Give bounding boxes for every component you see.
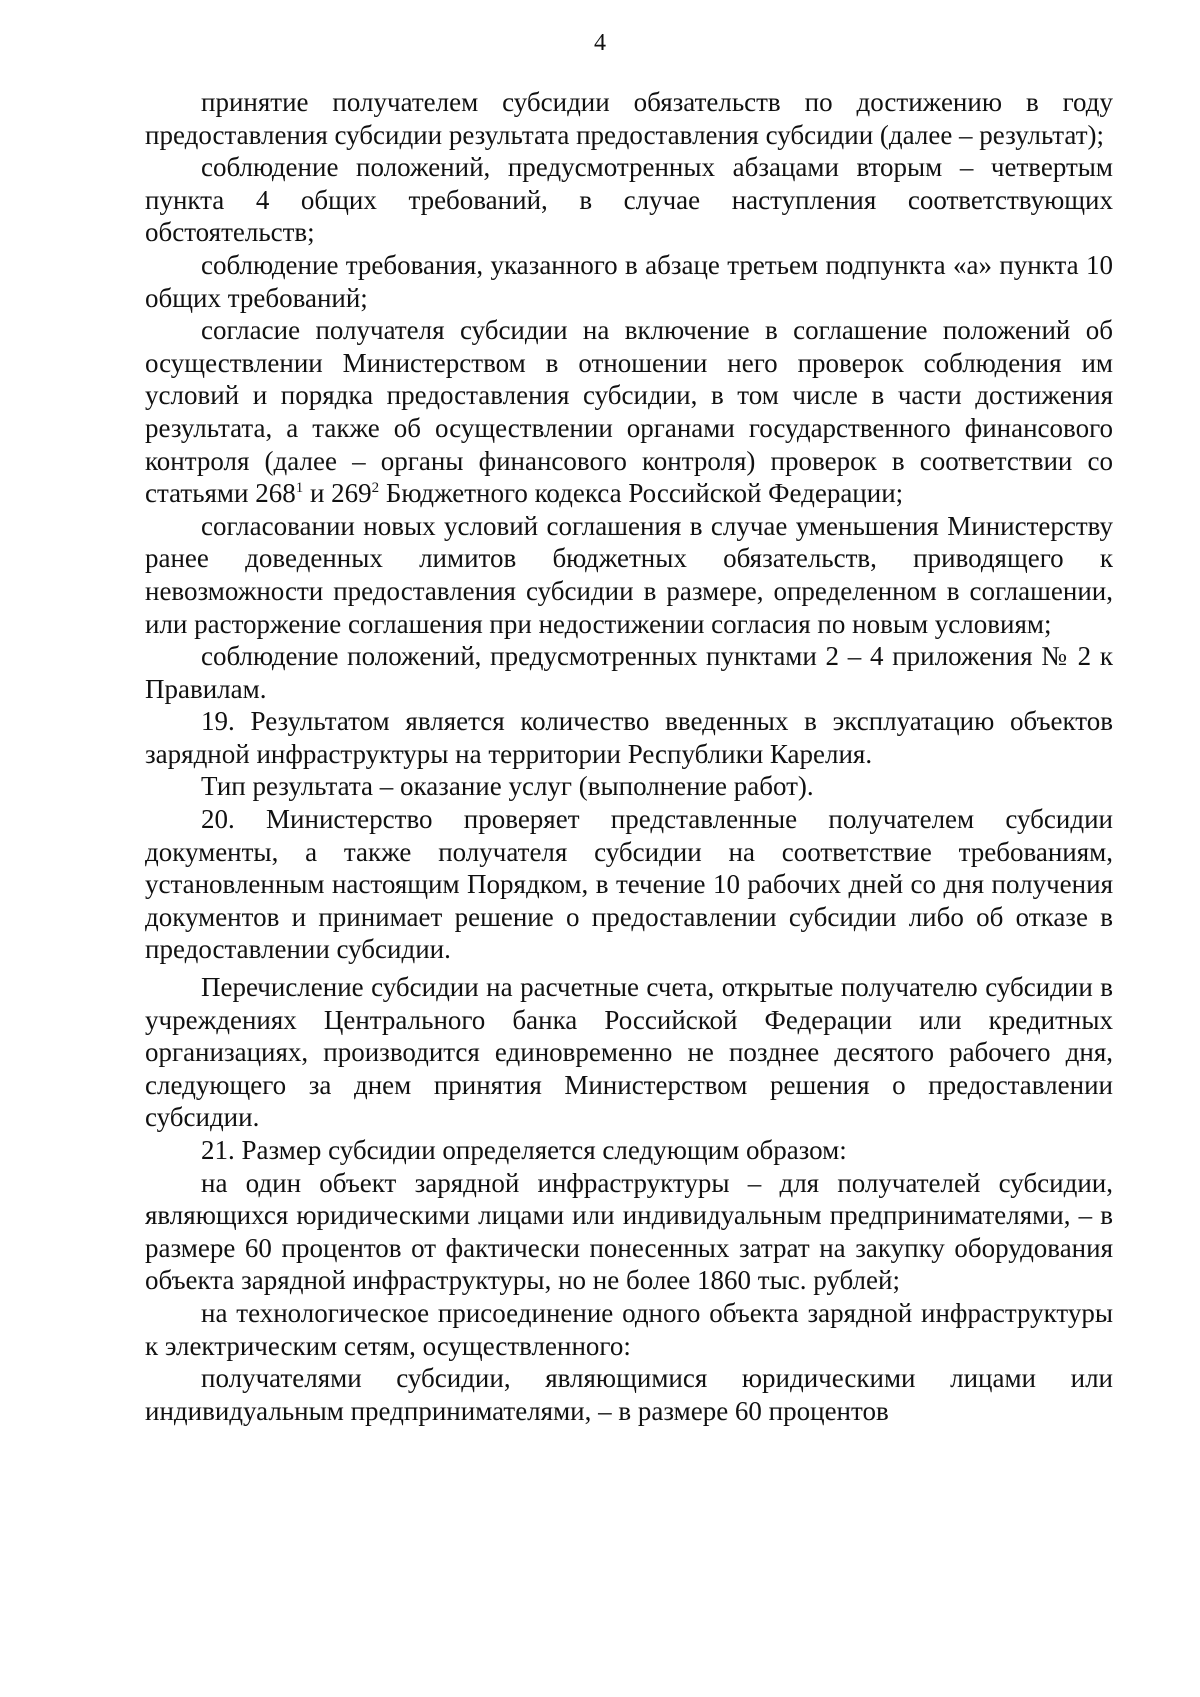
paragraph-appendix-2: соблюдение положений, предусмотренных пунктами 2 – 4 приложения № 2 к Правилам. [145, 641, 1113, 704]
page-number: 4 [594, 30, 606, 56]
paragraph-result-obligation: принятие получателем субсидии обязательств по достижению в году предоставления субсидии результата предоставления субсидии (далее – результат); [145, 87, 1113, 150]
paragraph-19-result: 19. Результатом является количество введенных в эксплуатацию объектов зарядной инфраструктуры на территории Республики Карелия. [145, 706, 1113, 769]
paragraph-consent-inspections [145, 314, 1113, 510]
consent-text-start: согласие получателя субсидии на включение в соглашение положений об осуществлении Министерством в отношении него проверок соблюдения им условий и порядка предоставления субсидии, в том числе в части достижения результата, а также об осуществлении органами государственного финансового контроля (далее – органы финансового контроля) проверок в соответствии со статьями 268 [145, 315, 1113, 509]
consent-text-middle: и 269 [303, 478, 372, 509]
document-body [145, 86, 1113, 1427]
paragraph-20-review: 20. Министерство проверяет представленные получателем субсидии документы, а также получателя субсидии на соответствие требованиям, установленным настоящим Порядком, в течение 10 рабочих дней со дня получения документов и принимает решение о предоставлении субсидии либо об отказе в предоставлении субсидии. [145, 804, 1113, 965]
paragraph-compliance-point-4: соблюдение положений, предусмотренных абзацами вторым – четвертым пункта 4 общих требований, в случае наступления соответствующих обстоятельств; [145, 152, 1113, 248]
superscript-2: 2 [371, 480, 380, 497]
consent-text-end: Бюджетного кодекса Российской Федерации; [379, 478, 904, 509]
paragraph-grid-connection: на технологическое присоединение одного объекта зарядной инфраструктуры к электрическим сетям, осуществленного: [145, 1297, 1113, 1361]
paragraph-result-type: Тип результата – оказание услуг (выполнение работ). [201, 771, 814, 802]
superscript-1: 1 [295, 480, 304, 497]
paragraph-compliance-point-10: соблюдение требования, указанного в абзаце третьем подпункта «а» пункта 10 общих требований; [145, 249, 1113, 313]
paragraph-legal-entities: получателями субсидии, являющимися юридическими лицами или индивидуальным предпринимателями, – в размере 60 процентов [145, 1363, 1113, 1426]
paragraph-21-amount: 21. Размер субсидии определяется следующим образом: [201, 1135, 847, 1165]
paragraph-per-object: на один объект зарядной инфраструктуры – для получателей субсидии, являющихся юридическими лицами или индивидуальным предпринимателями, – в размере 60 процентов от фактически понесенных затрат на закупку оборудования объекта зарядной инфраструктуры, но не более 1860 тыс. рублей; [145, 1167, 1113, 1296]
paragraph-new-conditions: согласовании новых условий соглашения в случае уменьшения Министерству ранее доведенных лимитов бюджетных обязательств, приводящего к невозможности предоставления субсидии в размере, определенном в соглашении, или расторжение соглашения при недостижении согласия по новым условиям; [145, 510, 1113, 639]
paragraph-transfer: Перечисление субсидии на расчетные счета, открытые получателю субсидии в учреждениях Центрального банка Российской Федерации или кредитных организациях, производится единовременно не позднее десятого рабочего дня, следующего за днем принятия Министерством решения о предоставлении субсидии. [145, 972, 1113, 1133]
